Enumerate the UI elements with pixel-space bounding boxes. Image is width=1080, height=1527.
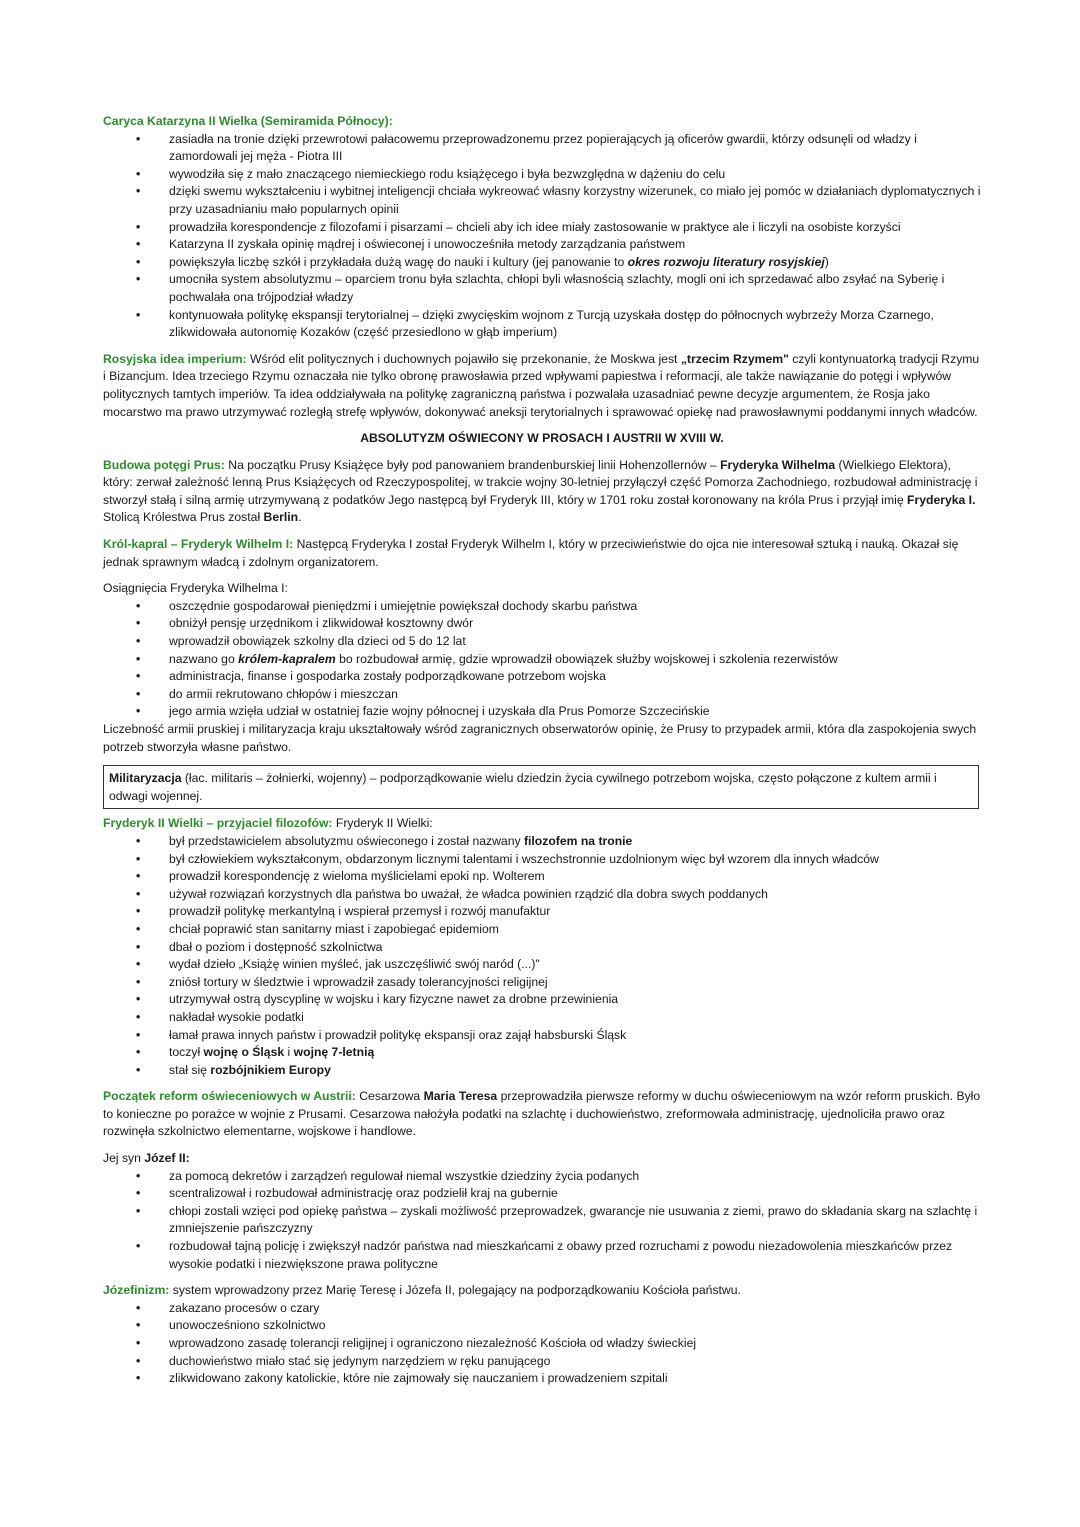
list-item: • toczył wojnę o Śląsk i wojnę 7-letnią bbox=[103, 1044, 981, 1062]
bullet-icon: • bbox=[136, 651, 141, 666]
bullet-icon: • bbox=[136, 704, 141, 719]
bullet-icon: • bbox=[136, 921, 141, 936]
list-item: • używał rozwiązań korzystnych dla państwa bo uważał, że władca powinien rządzić dla dobra swych poddanych bbox=[103, 886, 981, 904]
paragraph-jozefinizm: Józefinizm: system wprowadzony przez Marię Teresę i Józefa II, polegający na podporządkowaniu Kościoła państwu. bbox=[103, 1283, 741, 1298]
bullet-icon: • bbox=[136, 131, 141, 146]
bullet-icon: • bbox=[136, 219, 141, 234]
bullet-icon: • bbox=[136, 904, 141, 919]
list-osiagniecia bbox=[103, 598, 981, 721]
list-item: • dzięki swemu wykształceniu i wybitnej inteligencji chciała wykreować własny korzystny wizerunek, co miało jej pomóc w działaniach dyplomatycznych i przy uzasadnianiu mało popularnych opinii bbox=[136, 184, 981, 216]
bullet-icon: • bbox=[136, 634, 141, 649]
list-item: • unowocześniono szkolnictwo bbox=[103, 1317, 981, 1335]
bullet-icon: • bbox=[136, 939, 141, 954]
bullet-icon: • bbox=[136, 1009, 141, 1024]
bullet-icon: • bbox=[136, 833, 141, 848]
bullet-icon: • bbox=[136, 1186, 141, 1201]
bullet-icon: • bbox=[136, 272, 141, 287]
list-item: • zniósł tortury w śledztwie i wprowadził zasady tolerancyjności religijnej bbox=[103, 974, 981, 992]
osiagniecia-intro: Osiągnięcia Fryderyka Wilhelma I: bbox=[103, 581, 288, 596]
definition-box bbox=[103, 765, 979, 809]
list-item: • kontynuowała politykę ekspansji terytorialnej – dzięki zwycięskim wojnom z Turcją uzyskała dostęp do północnych wybrzeży Morza Czarnego, zlikwidowała autonomię Kozaków (część przesiedlono w głąb imperium) bbox=[136, 307, 934, 340]
bullet-icon: • bbox=[136, 851, 141, 866]
paragraph-budowa-prus: Budowa potęgi Prus: Na początku Prusy Książęce były pod panowaniem brandenburskiej linii Hohenzollernów – Fryderyka Wilhelma (Wielkiego Elektora), który: zerwał zależność lenną Prus Książęcych od Rzeczypospolitej, w trakcie wojny 30-letniej przyłączył część Pomorza Zachodniego, rozbudował administrację i stworzył stałą i silną armię utrzymywaną z podatków Jego następcą był Fryderyk III, który w 1701 roku został koronowany na króla Prus i przyjął imię Fryderyka I. Stolicą Królestwa Prus został Berlin. bbox=[103, 457, 978, 525]
bullet-icon: • bbox=[136, 166, 141, 181]
jozef-intro: Jej syn Józef II: bbox=[103, 1151, 190, 1166]
list-item: • Katarzyna II zyskała opinię mądrej i oświeconej i unowocześniła metody zarządzania państwem bbox=[103, 236, 981, 254]
bullet-icon: • bbox=[136, 886, 141, 901]
definition-text: (łac. militaris – żołnierki, wojenny) – podporządkowanie wielu dziedzin życia cywilnego potrzebom wojska, często połączone z kultem armii i odwagi wojennej. bbox=[109, 771, 937, 803]
list-item: • zlikwidowano zakony katolickie, które nie zajmowały się nauczaniem i prowadzeniem szpitali bbox=[103, 1370, 981, 1388]
list-item: • zakazano procesów o czary bbox=[103, 1300, 981, 1318]
list-item: • dbał o poziom i dostępność szkolnictwa bbox=[103, 939, 981, 957]
bullet-icon: • bbox=[136, 1371, 141, 1386]
section-title-fryderyk-2: Fryderyk II Wielki – przyjaciel filozofów: bbox=[103, 816, 333, 831]
bullet-icon: • bbox=[136, 869, 141, 884]
bullet-icon: • bbox=[136, 1168, 141, 1183]
section-heading: ABSOLUTYZM OŚWIECONY W PROSACH I AUSTRII W XVIII W. bbox=[360, 431, 724, 446]
bullet-icon: • bbox=[136, 992, 141, 1007]
section-title-katarzyna: Caryca Katarzyna II Wielka (Semiramida Północy): bbox=[103, 114, 393, 128]
list-item: • był przedstawicielem absolutyzmu oświeconego i został nazwany filozofem na tronie bbox=[103, 833, 981, 851]
bullet-icon: • bbox=[136, 1203, 141, 1218]
bullet-icon: • bbox=[136, 957, 141, 972]
list-item: • chciał poprawić stan sanitarny miast i zapobiegać epidemiom bbox=[103, 921, 981, 939]
section-title-jozefinizm: Józefinizm: bbox=[103, 1283, 170, 1298]
list-item: • stał się rozbójnikiem Europy bbox=[103, 1062, 981, 1080]
list-item: • wydał dzieło „Książę winien myśleć, jak uszczęśliwić swój naród (...)" bbox=[103, 956, 981, 974]
list-item: • prowadził politykę merkantylną i wspierał przemysł i rozwój manufaktur bbox=[103, 903, 981, 921]
bullet-icon: • bbox=[136, 1353, 141, 1368]
list-item: • administracja, finanse i gospodarka zostały podporządkowane potrzebom wojska bbox=[103, 668, 981, 686]
bullet-icon: • bbox=[136, 669, 141, 684]
list-item: • obniżył pensję urzędnikom i zlikwidował kosztowny dwór bbox=[103, 615, 981, 633]
osiagniecia-summary: Liczebność armii pruskiej i militaryzacja kraju ukształtowały wśród zagranicznych obserwatorów opinię, że Prusy to przypadek armii, która dla zaspokojenia swych potrzeb stworzyła własne państwo. bbox=[103, 722, 977, 754]
list-item: • chłopi zostali wzięci pod opiekę państwa – zyskali możliwość przeprowadzek, gwarancje nie usuwania z ziemi, prawo do składania skarg na szlachtę i zmniejszenie pańszczyzny bbox=[136, 1203, 978, 1236]
bullet-icon: • bbox=[136, 616, 141, 631]
bullet-icon: • bbox=[136, 1027, 141, 1042]
list-item: • wywodziła się z mało znaczącego niemieckiego rodu książęcego i była bezwzględna w dążeniu do celu bbox=[103, 166, 981, 184]
bullet-icon: • bbox=[136, 974, 141, 989]
bullet-icon: • bbox=[136, 307, 141, 322]
bullet-icon: • bbox=[136, 1336, 141, 1350]
bullet-icon: • bbox=[136, 184, 141, 199]
bullet-icon: • bbox=[136, 1239, 141, 1254]
list-item: • zasiadła na tronie dzięki przewrotowi pałacowemu przeprowadzonemu przez popierających ją oficerów gwardii, którzy odsunęli od władzy i zamordowali jej męża - Piotra III bbox=[136, 131, 917, 164]
bullet-icon: • bbox=[136, 686, 141, 701]
section-title-rosyjska: Rosyjska idea imperium: bbox=[103, 351, 247, 366]
paragraph-austria: Początek reform oświeceniowych w Austrii: Cesarzowa Maria Teresa przeprowadziła pierwsze reformy w duchu oświeceniowym na wzór reform pruskich. Było to konieczne po porażce w wojnie z Prusami. Cesarzowa nałożyła podatki na szlachtę i duchowieństwo, zreformowała administrację, ujednoliciła prawo oraz rozwinęła szkolnictwo elementarne, wojskowe i handlowe. bbox=[103, 1089, 981, 1139]
list-katarzyna bbox=[103, 131, 981, 342]
document-page bbox=[103, 113, 981, 1388]
bullet-icon: • bbox=[136, 1062, 141, 1077]
list-item: • wprowadzono zasadę tolerancji religijnej i ograniczono niezależność Kościoła od władzy świeckiej bbox=[103, 1335, 981, 1353]
list-fryderyk-2 bbox=[103, 833, 981, 1079]
list-item: • jego armia wzięła udział w ostatniej fazie wojny północnej i uzyskała dla Prus Pomorze Szczecińskie bbox=[103, 703, 981, 721]
list-jozef bbox=[103, 1168, 981, 1274]
list-item: • wprowadził obowiązek szkolny dla dzieci od 5 do 12 lat bbox=[103, 633, 981, 651]
definition-term: Militaryzacja bbox=[109, 771, 182, 786]
list-item: • nakładał wysokie podatki bbox=[103, 1009, 981, 1027]
bullet-icon: • bbox=[136, 254, 141, 269]
list-item: • powiększyła liczbę szkół i przykładała dużą wagę do nauki i kultury (jej panowanie to okres rozwoju literatury rosyjskiej) bbox=[103, 254, 981, 272]
list-item: • do armii rekrutowano chłopów i mieszczan bbox=[103, 686, 981, 704]
bullet-icon: • bbox=[136, 1300, 141, 1315]
list-item: • prowadziła korespondencje z filozofami i pisarzami – chcieli aby ich idee miały zastosowanie w praktyce ale i liczyli na osobiste korzyści bbox=[103, 219, 981, 237]
list-item: • utrzymywał ostrą dyscyplinę w wojsku i kary fizyczne nawet za drobne przewinienia bbox=[103, 991, 981, 1009]
list-item: • oszczędnie gospodarował pieniędzmi i umiejętnie powiększał dochody skarbu państwa bbox=[103, 598, 981, 616]
section-title-krol-kapral: Król-kapral – Fryderyk Wilhelm I: bbox=[103, 537, 294, 552]
list-item: • rozbudował tajną policję i zwiększył nadzór państwa nad mieszkańcami z obawy przed rozruchami z powodu niezadowolenia mieszkańców przez wysokie podatki i niezwiększone prawa polityczne bbox=[136, 1239, 953, 1271]
list-item: • scentralizował i rozbudował administrację oraz podzielił kraj na gubernie bbox=[103, 1185, 981, 1203]
section-title-budowa: Budowa potęgi Prus: bbox=[103, 457, 225, 472]
list-item: • duchowieństwo miało stać się jedynym narzędziem w ręku panującego bbox=[103, 1353, 981, 1371]
paragraph-krol-kapral: Król-kapral – Fryderyk Wilhelm I: Następcą Fryderyka I został Fryderyk Wilhelm I, który w przeciwieństwie do ojca nie interesował sztuką i nauką. Okazał się jednak sprawnym władcą i zdolnym organizatorem. bbox=[103, 537, 959, 569]
list-item: • był człowiekiem wykształconym, obdarzonym licznymi talentami i wszechstronnie uzdolnionym więc był wzorem dla innych władców bbox=[103, 851, 981, 869]
list-item: • za pomocą dekretów i zarządzeń regulował niemal wszystkie dziedziny życia podanych bbox=[103, 1168, 981, 1186]
list-item: • umocniła system absolutyzmu – oparciem tronu była szlachta, chłopi byli własnością szlachty, mogli oni ich sprzedawać albo zsyłać na Syberię i pochwalała ona trójpodział władzy bbox=[136, 272, 945, 304]
list-jozefinizm bbox=[103, 1300, 981, 1388]
paragraph-rosyjska-idea: Rosyjska idea imperium: Wśród elit politycznych i duchownych pojawiło się przekonanie, że Moskwa jest „trzecim Rzymem" czyli kontynuatorką tradycji Rzymu i Bizancjum. Idea trzeciego Rzymu oznaczała nie tylko obronę prawosławia przed wpływami papiestwa i reformacji, ale także nawiązanie do potęgi i wpływów politycznych tamtych imperiów. Ta idea oddziaływała na politykę zagraniczną państwa i pozwalała uzasadniać pewne decyzje argumentem, że Rosja jako mocarstwo ma prawo utrzymywać rozległą strefę wpływów, dokonywać aneksji terytorialnych i sprawować opiekę nad prawosławnymi poddanymi innych władców. bbox=[103, 351, 980, 419]
bullet-icon: • bbox=[136, 1318, 141, 1333]
bullet-icon: • bbox=[136, 1045, 141, 1060]
bullet-icon: • bbox=[136, 237, 141, 252]
list-item: • prowadził korespondencję z wieloma myślicielami epoki np. Wolterem bbox=[103, 868, 981, 886]
list-item: • nazwano go królem-kapralem bo rozbudował armię, gdzie wprowadził obowiązek służby wojskowej i szkolenia rezerwistów bbox=[103, 651, 981, 669]
list-item: • łamał prawa innych państw i prowadził politykę ekspansji oraz zajął habsburski Śląsk bbox=[103, 1027, 981, 1045]
bullet-icon: • bbox=[136, 598, 141, 613]
paragraph-fryderyk-2: Fryderyk II Wielki – przyjaciel filozofów: Fryderyk II Wielki: bbox=[103, 816, 433, 831]
section-title-austria: Początek reform oświeceniowych w Austrii: bbox=[103, 1089, 356, 1104]
